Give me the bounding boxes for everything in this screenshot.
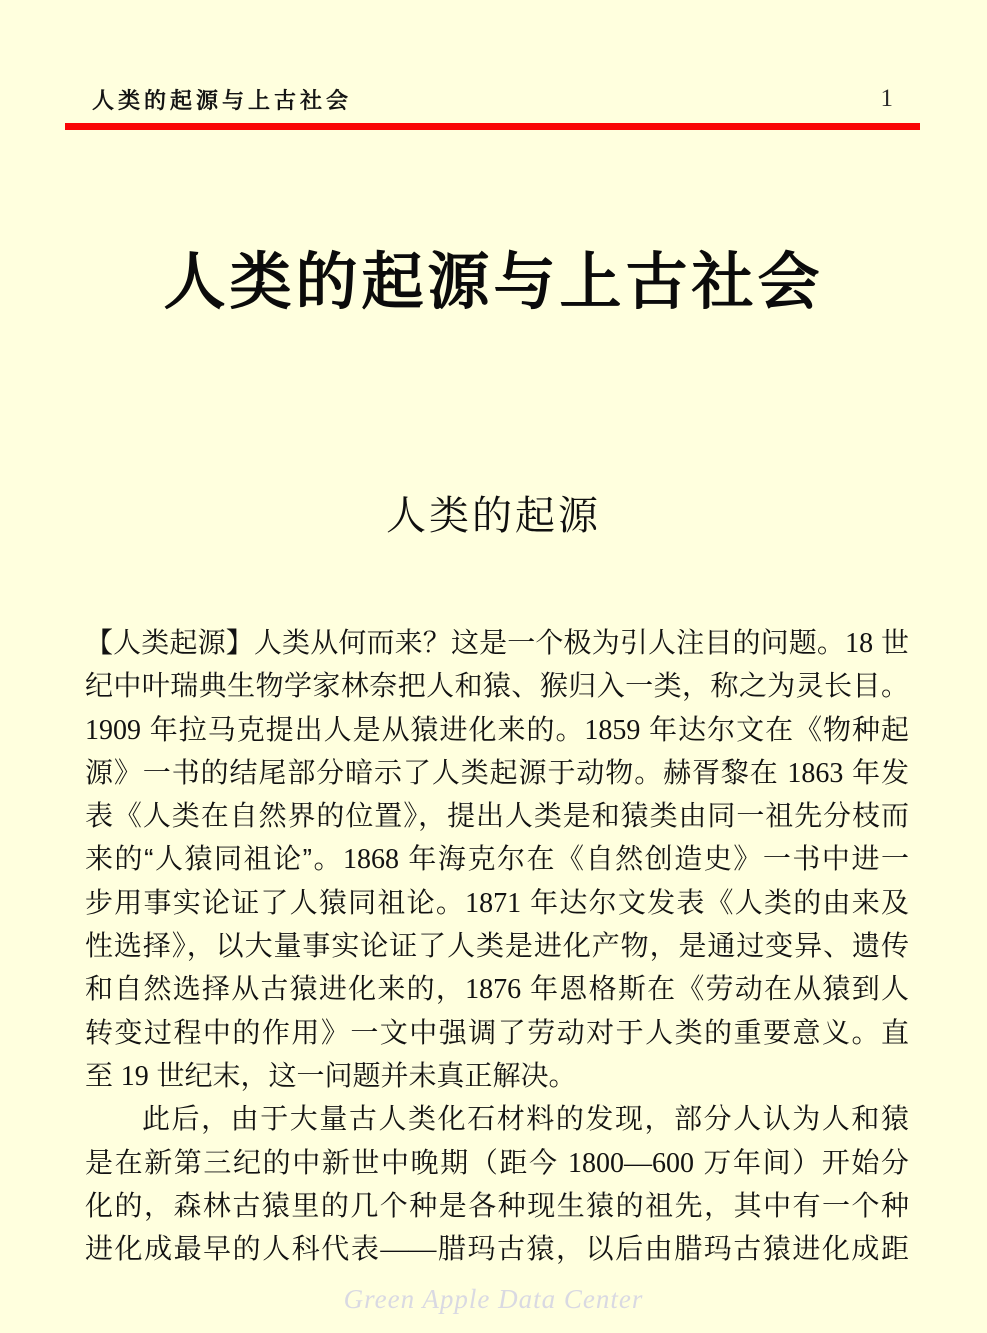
page-number: 1 bbox=[880, 85, 893, 112]
body-line: 步用事实论证了人猿同祖论。1871 年达尔文发表《人类的由来及 bbox=[85, 886, 909, 919]
body-line: 至 19 世纪末，这一问题并未真正解决。 bbox=[85, 1059, 577, 1092]
body-text bbox=[85, 621, 909, 1270]
running-title: 人类的起源与上古社会 bbox=[92, 88, 353, 113]
body-line: 来的“人猿同祖论”。1868 年海克尔在《自然创造史》一书中进一 bbox=[85, 843, 909, 876]
watermark: Green Apple Data Center bbox=[343, 1284, 644, 1314]
body-line: 化的，森林古猿里的几个种是各种现生猿的祖先，其中有一个种 bbox=[85, 1189, 909, 1221]
document-title: 人类的起源与上古社会 bbox=[163, 248, 824, 317]
body-line: 进化成最早的人科代表——腊玛古猿，以后由腊玛古猿进化成距 bbox=[85, 1233, 909, 1266]
body-line: 源》一书的结尾部分暗示了人类起源于动物。赫胥黎在 1863 年发 bbox=[85, 756, 909, 789]
body-line: 是在新第三纪的中新世中晚期（距今 1800—600 万年间）开始分 bbox=[85, 1146, 910, 1179]
body-line: 1909 年拉马克提出人是从猿进化来的。1859 年达尔文在《物种起 bbox=[85, 713, 909, 746]
body-line: 表《人类在自然界的位置》，提出人类是和猿类由同一祖先分枝而 bbox=[85, 800, 909, 832]
body-line: 此后，由于大量古人类化石材料的发现，部分人认为人和猿 bbox=[142, 1103, 909, 1135]
body-line: 性选择》，以大量事实论证了人类是进化产物，是通过变异、遗传 bbox=[85, 930, 909, 962]
body-line: 转变过程中的作用》一文中强调了劳动对于人类的重要意义。直 bbox=[85, 1016, 909, 1048]
body-line: 【人类起源】人类从何而来？这是一个极为引人注目的问题。18 世 bbox=[85, 627, 909, 659]
body-line: 和自然选择从古猿进化来的，1876 年恩格斯在《劳动在从猿到人 bbox=[85, 973, 909, 1006]
body-line: 纪中叶瑞典生物学家林奈把人和猿、猴归入一类，称之为灵长目。 bbox=[85, 670, 909, 702]
section-heading: 人类的起源 bbox=[386, 494, 601, 538]
header-rule bbox=[65, 123, 920, 130]
